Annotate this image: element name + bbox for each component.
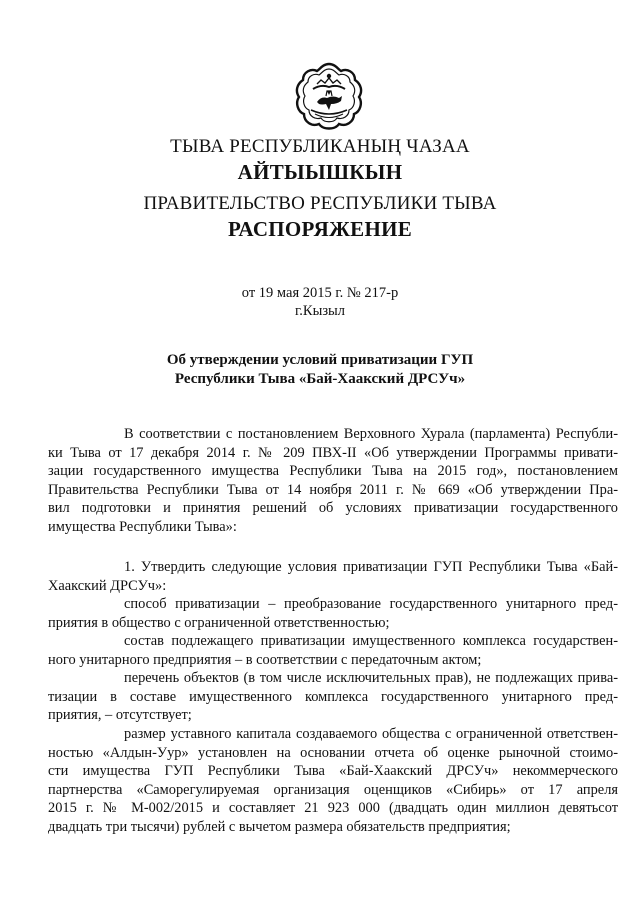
paragraph-line: ностью «Алдын-Уур» установлен на основании отчета об оценке рыночной стоимо- xyxy=(48,744,618,761)
paragraph-line: партнерства «Саморегулируемая организация оценщиков «Сибирь» от 17 апреля xyxy=(48,781,618,798)
paragraph-property-composition xyxy=(48,632,618,669)
coat-of-arms-emblem xyxy=(293,60,365,132)
paragraph-line: состав подлежащего приватизации имущественного комплекса государствен- xyxy=(124,633,618,649)
paragraph-line: сти имущества ГУП Республики Тыва «Бай-Хаакский ДРСУч» некоммерческого xyxy=(48,763,618,780)
document-date-number: от 19 мая 2015 г. № 217-р xyxy=(241,285,399,301)
paragraph-line: тизации в составе имущественного комплекса государственного унитарного пред- xyxy=(48,688,618,705)
paragraph-line: вил подготовки и принятия решений об условиях приватизации государственного xyxy=(48,500,618,517)
paragraph-line: размер уставного капитала создаваемого общества с ограниченной ответствен- xyxy=(124,726,618,742)
paragraph-line: Хаакский ДРСУч»: xyxy=(48,577,167,594)
paragraph-line: приятия в общество с ограниченной ответственностью; xyxy=(48,614,390,631)
paragraph-privatization-method xyxy=(48,595,618,632)
paragraph-line: двадцать три тысячи) рублей с вычетом размера обязательств предприятия; xyxy=(48,818,511,835)
header-tuvan-order-title: АЙТЫЫШКЫН xyxy=(237,160,403,184)
paragraph-clause-1 xyxy=(48,558,618,595)
paragraph-excluded-objects xyxy=(48,669,618,725)
paragraph-line: перечень объектов (в том числе исключительных прав), не подлежащих прива- xyxy=(124,670,618,686)
paragraph-line: 1. Утвердить следующие условия приватизации ГУП Республики Тыва «Бай- xyxy=(124,559,618,575)
paragraph-line: приятия, – отсутствует; xyxy=(48,707,192,724)
paragraph-line: ного унитарного предприятия – в соответствии с передаточным актом; xyxy=(48,651,482,668)
paragraph-line: имущества Республики Тыва»: xyxy=(48,518,237,535)
paragraph-line: Правительства Республики Тыва от 14 ноября 2011 г. № 669 «Об утверждении Пра- xyxy=(48,481,618,498)
paragraph-preamble xyxy=(48,425,618,537)
paragraph-line: В соответствии с постановлением Верховного Хурала (парламента) Республи- xyxy=(124,426,618,442)
document-subject-line-1: Об утверждении условий приватизации ГУП xyxy=(166,352,474,368)
header-order-title: РАСПОРЯЖЕНИЕ xyxy=(227,217,413,241)
paragraph-line: ки Тыва от 17 декабря 2014 г. № 209 ПВХ-II «Об утверждении Программы привати- xyxy=(48,444,618,461)
paragraph-line: 2015 г. № М-002/2015 и составляет 21 923 000 (двадцать один миллион девятьсот xyxy=(48,800,618,817)
document-city: г.Кызыл xyxy=(294,303,346,319)
header-government-name: ПРАВИТЕЛЬСТВО РЕСПУБЛИКИ ТЫВА xyxy=(143,193,497,214)
paragraph-line: зации государственного имущества Республики Тыва на 2015 год», постановлением xyxy=(48,463,618,480)
header-tuvan-government: ТЫВА РЕСПУБЛИКАНЫҢ ЧАЗАА xyxy=(170,136,470,157)
paragraph-line: способ приватизации – преобразование государственного унитарного пред- xyxy=(124,596,618,612)
paragraph-authorized-capital xyxy=(48,725,618,837)
document-subject-line-2: Республики Тыва «Бай-Хаакский ДРСУч» xyxy=(174,371,466,387)
